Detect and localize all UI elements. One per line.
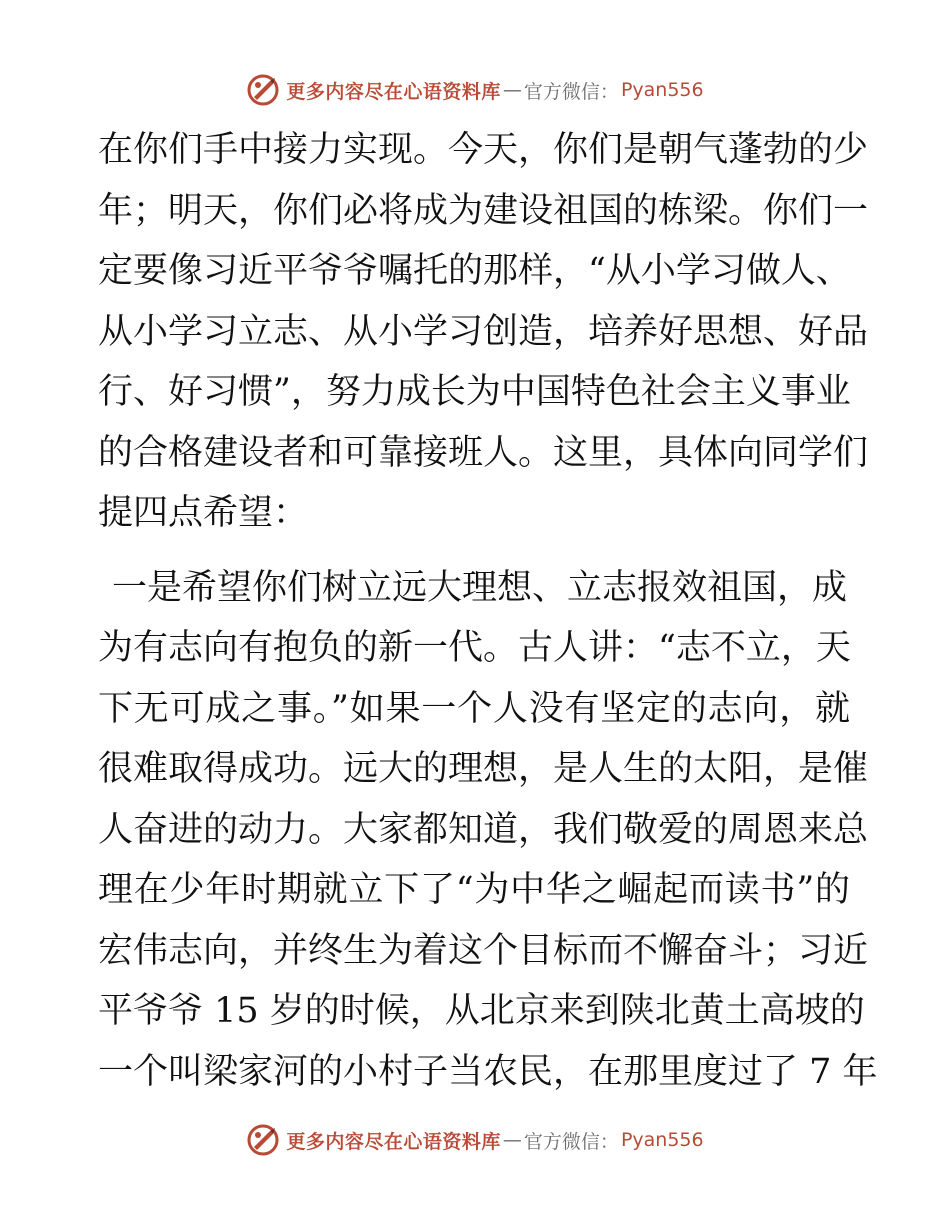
header-separator: — bbox=[502, 79, 522, 101]
header-wechat-label: 官方微信： bbox=[523, 80, 619, 103]
text-line: 一个叫梁家河的小村子当农民，在那里度过了 7 年 bbox=[98, 1051, 878, 1092]
text-line: 理在少年时期就立下了“为中华之崛起而读书”的 bbox=[98, 870, 850, 910]
text-line: 从小学习立志、从小学习创造，培养好思想、好品 bbox=[98, 311, 869, 352]
header-banner bbox=[0, 70, 950, 110]
text-line: 在你们手中接力实现。今天，你们是朝气蓬勃的少 bbox=[98, 130, 869, 170]
text-line: 提四点希望： bbox=[98, 493, 309, 533]
document-body bbox=[98, 120, 878, 1102]
text-line: 平爷爷 15 岁的时候，从北京来到陕北黄土高坡的 bbox=[98, 991, 865, 1031]
text-line: 一是希望你们树立远大理想、立志报效祖国，成 bbox=[112, 567, 848, 608]
text-line: 为有志向有抱负的新一代。古人讲：“志不立，天 bbox=[98, 628, 851, 668]
text-line: 人奋进的动力。大家都知道，我们敬爱的周恩来总 bbox=[98, 809, 869, 850]
paragraph bbox=[98, 120, 869, 544]
brand-logo-icon bbox=[246, 1123, 280, 1157]
text-line: 下无可成之事。”如果一个人没有坚定的志向，就 bbox=[98, 688, 850, 729]
footer-wechat-id: Pyan556 bbox=[620, 1129, 704, 1151]
header-wechat-id: Pyan556 bbox=[620, 79, 704, 101]
brand-logo-icon bbox=[246, 73, 280, 107]
paragraph-gap bbox=[98, 544, 850, 558]
footer-banner bbox=[0, 1120, 950, 1160]
footer-separator: — bbox=[502, 1129, 522, 1151]
text-line: 的合格建设者和可靠接班人。这里，具体向同学们 bbox=[98, 432, 869, 473]
text-line: 宏伟志向，并终生为着这个目标而不懈奋斗；习近 bbox=[98, 930, 869, 971]
footer-wechat-label: 官方微信： bbox=[523, 1130, 619, 1153]
text-line: 行、好习惯”，努力成长为中国特色社会主义事业 bbox=[98, 372, 851, 412]
text-line: 定要像习近平爷爷嘱托的那样，“从小学习做人、 bbox=[98, 251, 851, 291]
header-banner-text: 更多内容尽在心语资料库 bbox=[286, 80, 501, 103]
paragraph bbox=[98, 558, 878, 1103]
footer-banner-text: 更多内容尽在心语资料库 bbox=[286, 1130, 501, 1153]
text-line: 很难取得成功。远大的理想，是人生的太阳，是催 bbox=[98, 749, 869, 789]
text-line: 年；明天，你们必将成为建设祖国的栋梁。你们一 bbox=[98, 190, 869, 231]
